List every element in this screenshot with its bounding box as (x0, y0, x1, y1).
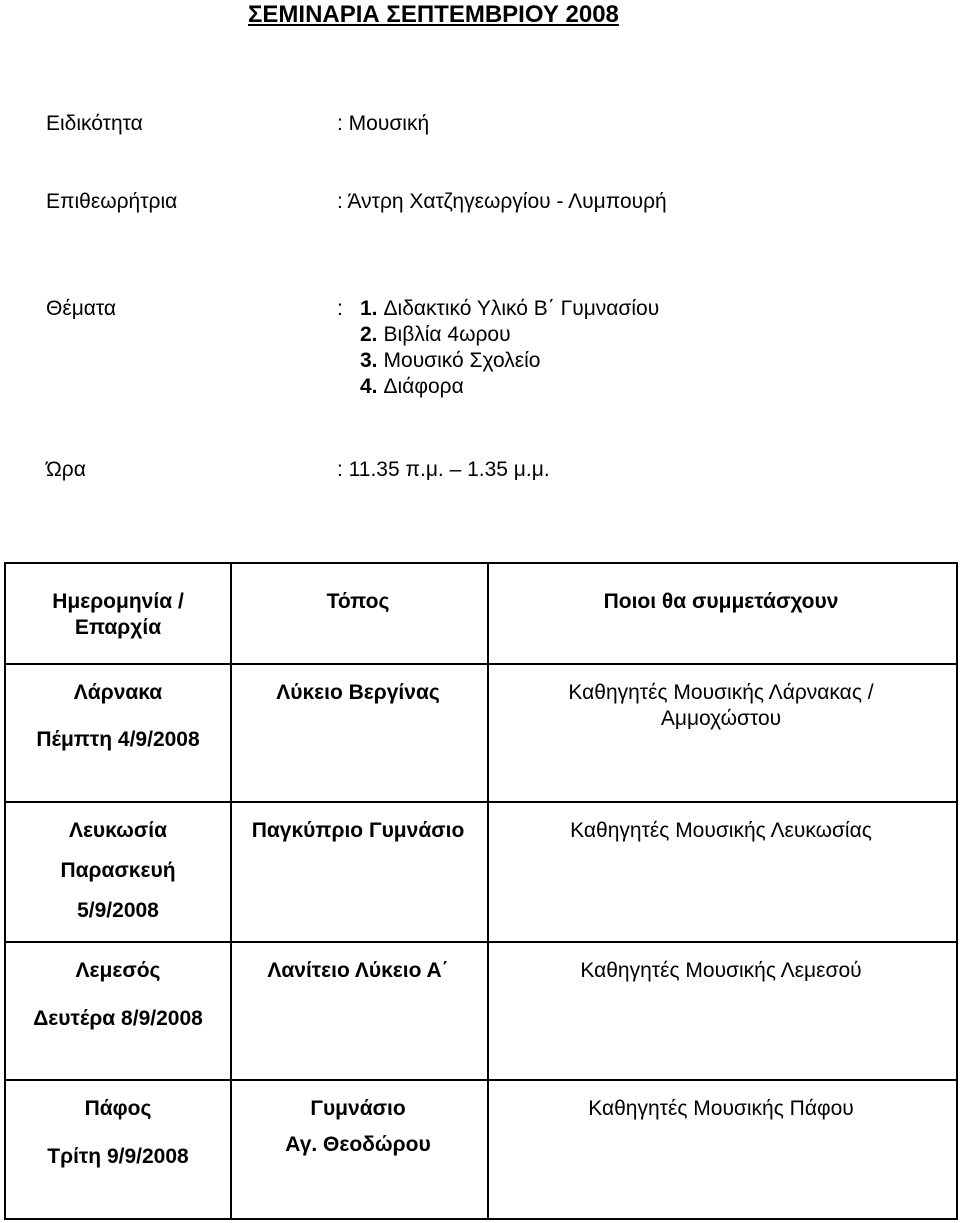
header-participants: Ποιοι θα συμμετάσχουν (603, 590, 839, 613)
table-cell-date (47, 1096, 188, 1170)
participants-line: Καθηγητές Μουσικής Λάρνακας / (568, 681, 874, 704)
seminar-day: Παρασκευή (60, 859, 176, 882)
topic-item (360, 322, 511, 348)
topic-item (360, 296, 659, 322)
topic-item (360, 374, 464, 400)
time-value: : 11.35 π.μ. – 1.35 μ.μ. (337, 458, 550, 481)
table-cell-date (60, 818, 175, 924)
table-col-divider (487, 564, 489, 1218)
place-line: Αγ. Θεοδώρου (285, 1133, 431, 1156)
seminar-date: Πέμπτη 4/9/2008 (36, 728, 200, 751)
table-cell-place: Λανίτειο Λύκειο Α΄ (267, 959, 449, 982)
table-cell-date (33, 958, 203, 1032)
topic-text: Διάφορα (383, 375, 464, 398)
inspector-label: Επιθεωρήτρια (46, 190, 178, 213)
table-cell-place: Παγκύπριο Γυμνάσιο (251, 819, 465, 842)
time-label: Ώρα (46, 458, 86, 481)
province-name: Λεμεσός (75, 959, 161, 982)
table-row-divider (6, 1079, 956, 1081)
topic-text: Μουσικό Σχολείο (383, 349, 541, 372)
table-cell-participants: Καθηγητές Μουσικής Λευκωσίας (570, 819, 872, 842)
topic-text: Βιβλία 4ωρου (383, 323, 511, 346)
inspector-value: : Άντρη Χατζηγεωργίου - Λυμπουρή (337, 190, 667, 213)
seminar-date: Δευτέρα 8/9/2008 (33, 1007, 203, 1030)
header-province-line: Επαρχία (74, 616, 162, 639)
topic-item (360, 348, 540, 374)
topic-text: Διδακτικό Υλικό Β΄ Γυμνασίου (383, 297, 660, 320)
page-title: ΣΕΜΙΝΑΡΙΑ ΣΕΠΤΕΜΒΡΙΟΥ 2008 (248, 1, 619, 28)
topics-label: Θέματα (46, 297, 117, 320)
province-name: Λευκωσία (68, 819, 168, 842)
table-row-divider (6, 663, 956, 665)
topic-number: 2. (360, 323, 378, 346)
table-cell-participants (568, 680, 873, 732)
table-cell-participants: Καθηγητές Μουσικής Πάφου (588, 1097, 854, 1120)
table-row-divider (6, 801, 956, 803)
header-place: Τόπος (326, 590, 390, 613)
table-cell-place (285, 1096, 430, 1158)
table-col-divider (230, 564, 232, 1218)
table-row-divider (6, 941, 956, 943)
specialty-value: : Μουσική (337, 112, 430, 135)
table-cell-place: Λύκειο Βεργίνας (276, 681, 440, 704)
topic-number: 4. (360, 375, 378, 398)
province-name: Λάρνακα (73, 681, 163, 704)
header-date-line: Ημερομηνία / (52, 590, 184, 613)
header-date-province (52, 589, 184, 641)
participants-line: Αμμοχώστου (660, 707, 782, 730)
specialty-label: Ειδικότητα (46, 112, 143, 135)
place-line: Γυμνάσιο (310, 1097, 406, 1120)
topic-number: 1. (360, 297, 378, 320)
topics-colon: : (337, 297, 343, 320)
topic-number: 3. (360, 349, 378, 372)
table-cell-date (36, 680, 199, 753)
seminar-date: Τρίτη 9/9/2008 (47, 1145, 189, 1168)
province-name: Πάφος (84, 1097, 152, 1120)
table-cell-participants: Καθηγητές Μουσικής Λεμεσού (580, 959, 862, 982)
seminar-date: 5/9/2008 (77, 899, 159, 922)
schedule-table (4, 562, 958, 1220)
